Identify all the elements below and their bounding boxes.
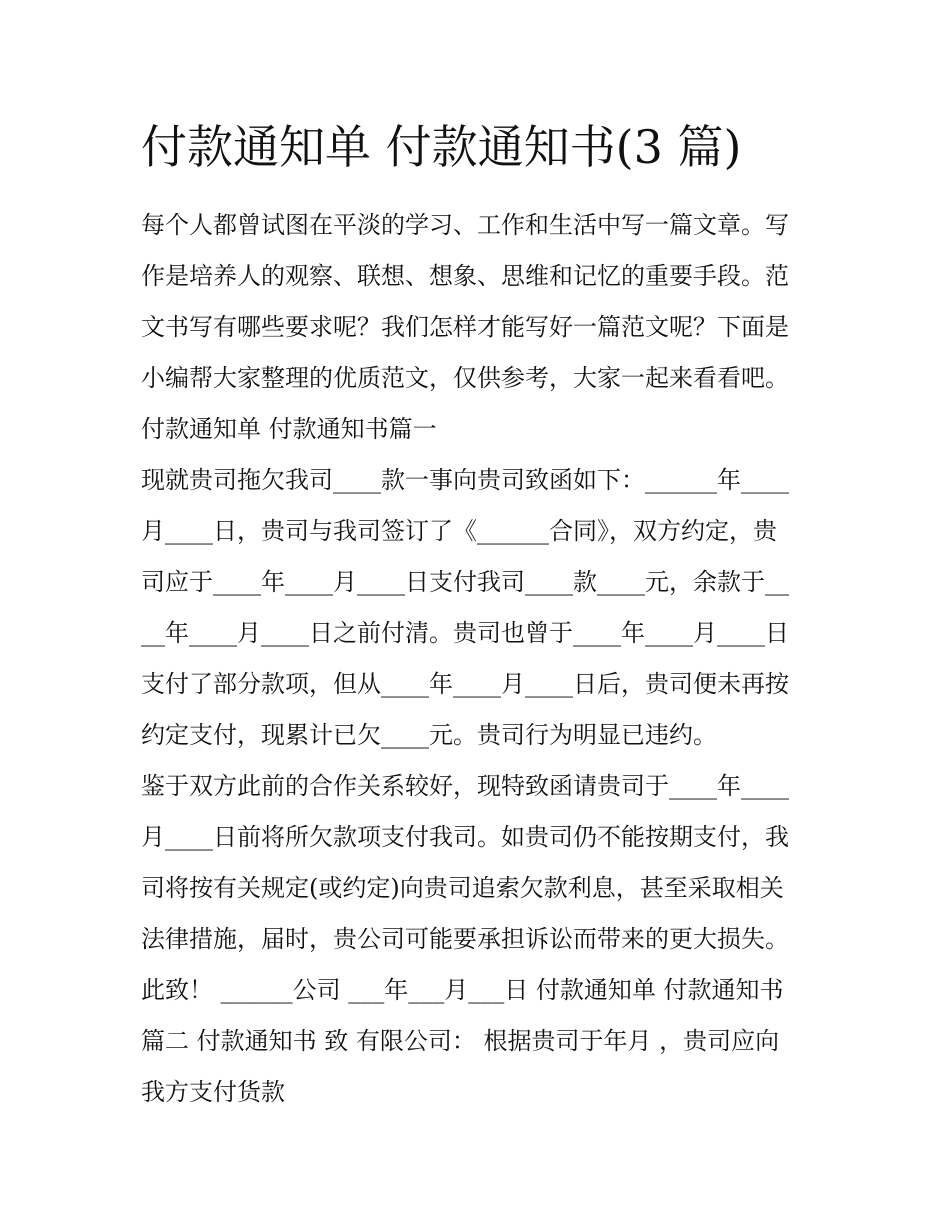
section-heading: 付款通知单 付款通知书篇一 [141, 415, 437, 443]
document-body [141, 200, 813, 1118]
text-line: 篇二 付款通知书 致 有限公司： 根据贵司于年月 ，贵司应向 [141, 1027, 780, 1055]
text-line: 小编帮大家整理的优质范文，仅供参考，大家一起来看看吧。 [141, 364, 789, 392]
text-line: 我方支付货款 [141, 1078, 285, 1106]
text-line: 月____日前将所欠款项支付我司。如贵司仍不能按期支付，我 [141, 823, 789, 851]
document-title: 付款通知单 付款通知书(3 篇) [141, 120, 742, 174]
text-line: 月____日，贵司与我司签订了《______合同》，双方约定，贵 [141, 517, 777, 545]
text-line: 支付了部分款项，但从____年____月____日后，贵司便未再按 [141, 670, 789, 698]
text-line: 法律措施，届时，贵公司可能要承担诉讼而带来的更大损失。 [141, 925, 789, 953]
text-line: 此致！ ______公司 ___年___月___日 付款通知单 付款通知书 [141, 976, 784, 1004]
text-line: 鉴于双方此前的合作关系较好，现特致函请贵司于____年____ [141, 772, 789, 800]
text-line: 文书写有哪些要求呢？我们怎样才能写好一篇范文呢？下面是 [141, 313, 789, 341]
text-line: 约定支付，现累计已欠____元。贵司行为明显已违约。 [141, 721, 717, 749]
text-line: 司应于____年____月____日支付我司____款____元，余款于__ [141, 568, 789, 596]
text-line: 现就贵司拖欠我司____款一事向贵司致函如下：______年____ [141, 466, 789, 494]
text-line: __年____月____日之前付清。贵司也曾于____年____月____日 [141, 619, 789, 647]
text-line: 每个人都曾试图在平淡的学习、工作和生活中写一篇文章。写 [141, 211, 789, 239]
text-line: 作是培养人的观察、联想、想象、思维和记忆的重要手段。范 [141, 262, 789, 290]
text-line: 司将按有关规定(或约定)向贵司追索欠款利息，甚至采取相关 [141, 874, 784, 902]
